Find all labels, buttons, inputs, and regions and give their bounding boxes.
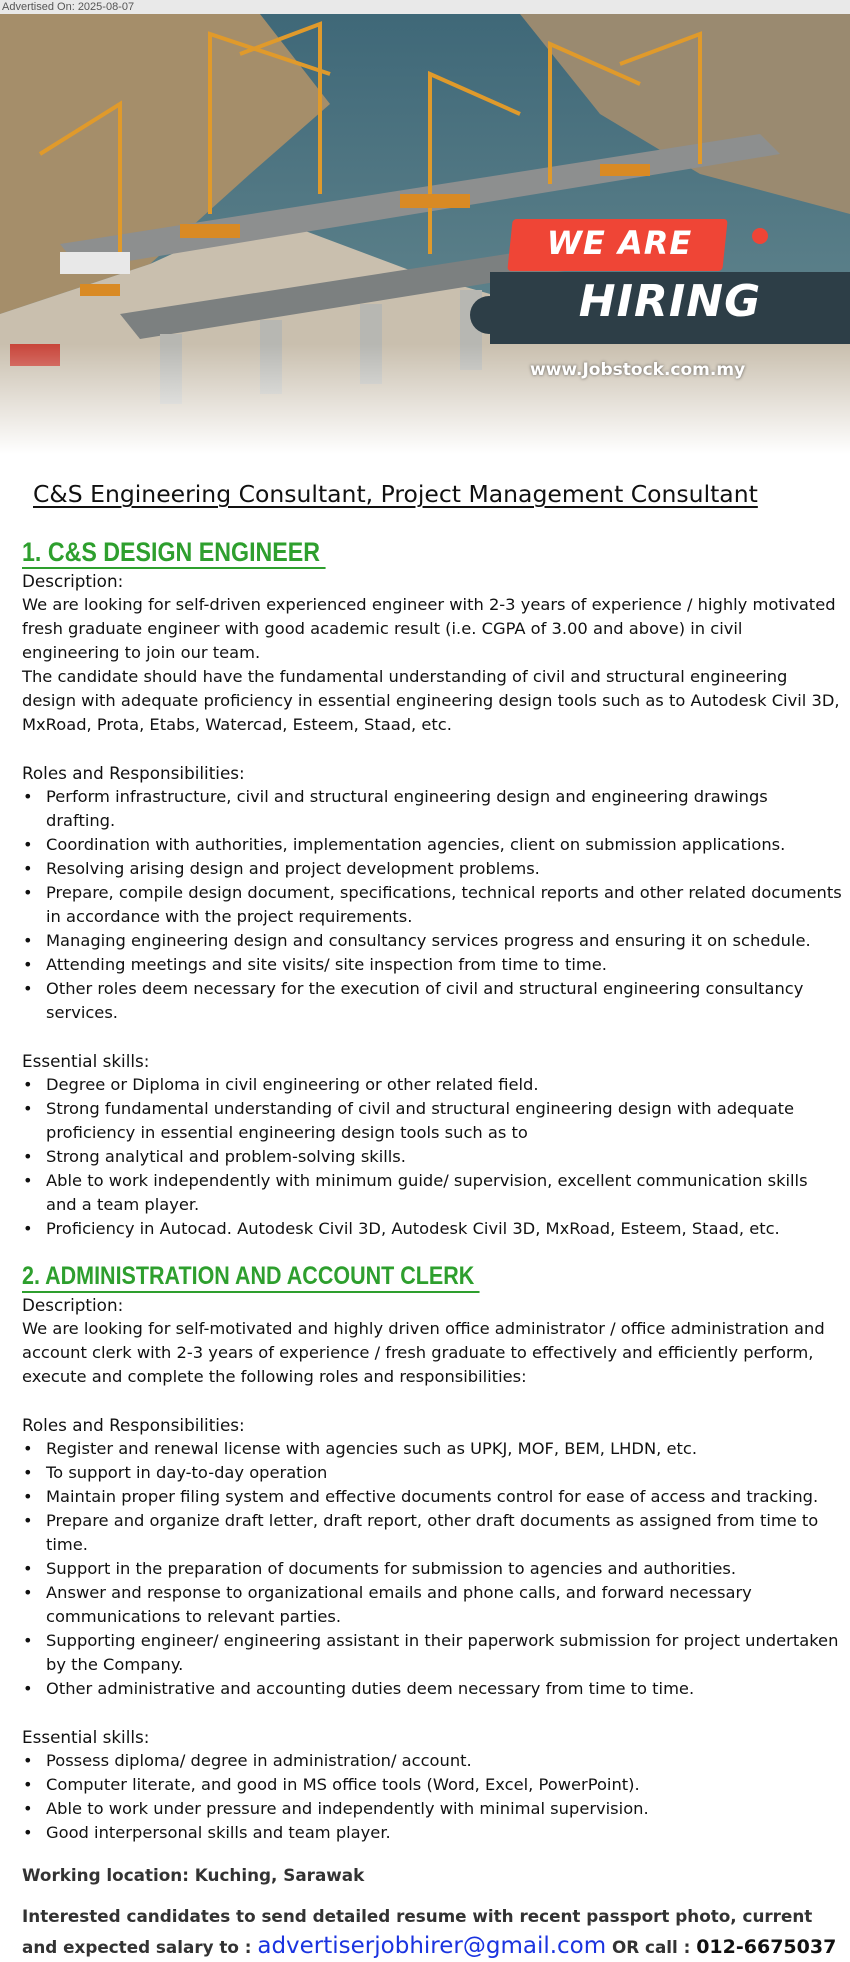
list-item: • Degree or Diploma in civil engineering or other related field. bbox=[22, 1073, 842, 1097]
list-item: • Computer literate, and good in MS office tools (Word, Excel, PowerPoint). bbox=[22, 1773, 842, 1797]
contact-phone[interactable]: 012-6675037 bbox=[696, 1936, 837, 1958]
list-item: • Prepare, compile design document, specifications, technical reports and other related documents in accordance with the project requirements. bbox=[22, 881, 842, 929]
apply-instructions bbox=[22, 1901, 842, 1962]
list-item: • Supporting engineer/ engineering assistant in their paperwork submission for project undertaken by the Company. bbox=[22, 1629, 842, 1677]
list-item: • Good interpersonal skills and team player. bbox=[22, 1821, 842, 1845]
badge-red-dot bbox=[752, 228, 768, 244]
job-title-2: 2. ADMINISTRATION AND ACCOUNT CLERK bbox=[22, 1261, 479, 1293]
list-item: • Managing engineering design and consultancy services progress and ensuring it on schedule. bbox=[22, 929, 842, 953]
job-1-skills-label: Essential skills: bbox=[22, 1051, 150, 1071]
job-2-roles-list bbox=[22, 1437, 842, 1701]
job-1-roles-label: Roles and Responsibilities: bbox=[22, 763, 245, 783]
apply-text: Interested candidates to send detailed resume with recent passport photo, current and expected salary to bbox=[22, 1906, 813, 1957]
list-item: • Strong analytical and problem-solving skills. bbox=[22, 1145, 842, 1169]
job-1-skills-list bbox=[22, 1073, 842, 1241]
job-1-description-p2: The candidate should have the fundamental understanding of civil and structural engineering design with adequate proficiency in essential engineering design tools such as to Autodesk Civil 3D, MxRoad, Prota, Etabs, Watercad, Esteem, Staad, etc. bbox=[22, 667, 840, 734]
list-item: • Answer and response to organizational emails and phone calls, and forward necessary communications to relevant parties. bbox=[22, 1581, 842, 1629]
list-item: • Support in the preparation of documents for submission to agencies and authorities. bbox=[22, 1557, 842, 1581]
job-2-description-p1: We are looking for self-motivated and highly driven office administrator / office administration and account clerk with 2-3 years of experience / fresh graduate to effectively and efficiently perform, execute and complete the following roles and responsibilities: bbox=[22, 1319, 825, 1386]
job-1-roles-list bbox=[22, 785, 842, 1025]
job-2-roles-label: Roles and Responsibilities: bbox=[22, 1415, 245, 1435]
job-2-description-label: Description: bbox=[22, 1295, 124, 1315]
list-item: • Perform infrastructure, civil and structural engineering design and engineering drawings drafting. bbox=[22, 785, 842, 833]
or-call-text: OR call : bbox=[606, 1937, 697, 1957]
list-item: • To support in day-to-day operation bbox=[22, 1461, 842, 1485]
list-item: • Coordination with authorities, implementation agencies, client on submission applications. bbox=[22, 833, 842, 857]
list-item: • Maintain proper filing system and effective documents control for ease of access and tracking. bbox=[22, 1485, 842, 1509]
job-2-skills-list bbox=[22, 1749, 842, 1845]
job-1-description-label: Description: bbox=[22, 571, 124, 591]
list-item: • Other administrative and accounting duties deem necessary from time to time. bbox=[22, 1677, 842, 1701]
list-item: • Strong fundamental understanding of civil and structural engineering design with adequate proficiency in essential engineering design tools such as to bbox=[22, 1097, 842, 1145]
hiring-text: HIRING bbox=[578, 276, 762, 327]
job-ad-content bbox=[22, 535, 842, 1962]
job-title-1: 1. C&S DESIGN ENGINEER bbox=[22, 537, 325, 569]
list-item: • Able to work under pressure and independently with minimal supervision. bbox=[22, 1797, 842, 1821]
list-item: • Able to work independently with minimum guide/ supervision, excellent communication skills and a team player. bbox=[22, 1169, 842, 1217]
working-location: Working location: Kuching, Sarawak bbox=[22, 1865, 365, 1885]
we-are-text: WE ARE bbox=[546, 224, 693, 262]
list-item: • Possess diploma/ degree in administration/ account. bbox=[22, 1749, 842, 1773]
company-name: C&S Engineering Consultant, Project Management Consultant bbox=[33, 480, 758, 508]
hero-banner bbox=[0, 14, 850, 454]
contact-email-link[interactable]: advertiserjobhirer@gmail.com bbox=[257, 1933, 607, 1959]
list-item: • Register and renewal license with agencies such as UPKJ, MOF, BEM, LHDN, etc. bbox=[22, 1437, 842, 1461]
list-item: • Proficiency in Autocad. Autodesk Civil 3D, Autodesk Civil 3D, MxRoad, Esteem, Staad, etc. bbox=[22, 1217, 842, 1241]
job-2-skills-label: Essential skills: bbox=[22, 1727, 150, 1747]
list-item: • Other roles deem necessary for the execution of civil and structural engineering consultancy services. bbox=[22, 977, 842, 1025]
list-item: • Prepare and organize draft letter, draft report, other draft documents as assigned from time to time. bbox=[22, 1509, 842, 1557]
apply-separator: : bbox=[238, 1937, 258, 1957]
site-url: www.Jobstock.com.my bbox=[530, 360, 746, 380]
advertised-date: Advertised On: 2025-08-07 bbox=[0, 0, 850, 14]
list-item: • Attending meetings and site visits/ site inspection from time to time. bbox=[22, 953, 842, 977]
list-item: • Resolving arising design and project development problems. bbox=[22, 857, 842, 881]
job-1-description-p1: We are looking for self-driven experienced engineer with 2-3 years of experience / highly motivated fresh graduate engineer with good academic result (i.e. CGPA of 3.00 and above) in civil engineering to join our team. bbox=[22, 595, 836, 662]
